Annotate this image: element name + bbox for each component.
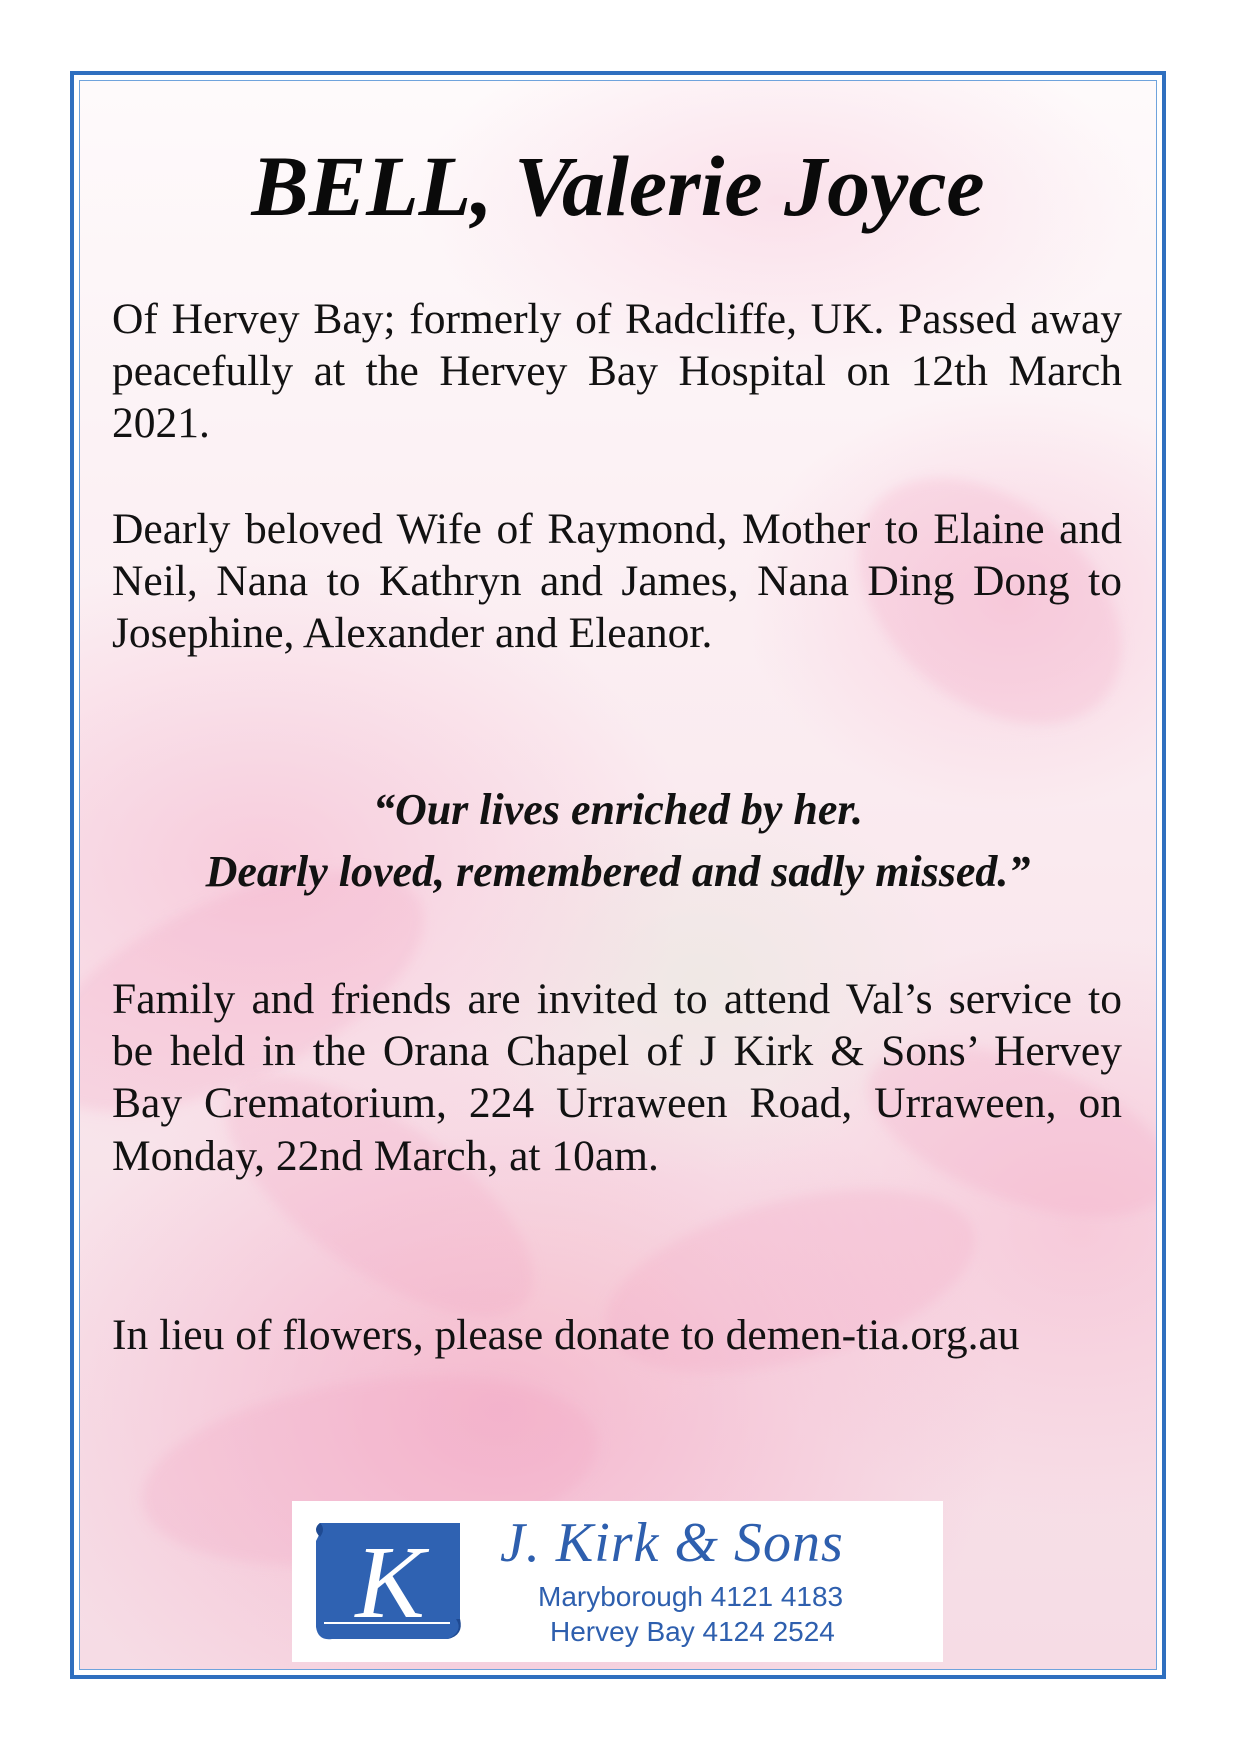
deceased-name-heading: BELL, Valerie Joyce [251, 138, 985, 234]
family-paragraph: Dearly beloved Wife of Raymond, Mother to Elaine and Neil, Nana to Kathryn and James, Nana Ding Dong to Josephine, Alexander and Eleanor. [112, 505, 1122, 658]
flower-background [79, 80, 1157, 1670]
svg-text:K: K [355, 1525, 425, 1640]
quote-line-1: “Our lives enriched by her. [372, 785, 864, 834]
petal-shape [586, 1155, 994, 1408]
company-name: J. Kirk & Sons [500, 1512, 844, 1574]
funeral-director-logo [292, 1501, 943, 1662]
kirk-emblem-icon [310, 1519, 466, 1645]
donation-paragraph: In lieu of flowers, please donate to demen-tia.org.au [112, 1311, 1020, 1359]
maryborough-phone: Maryborough 4121 4183 [538, 1581, 844, 1612]
memorial-quote [80, 779, 1156, 904]
quote-line-2: Dearly loved, remembered and sadly missed.” [205, 847, 1031, 897]
notice-frame [70, 71, 1166, 1679]
residence-paragraph: Of Hervey Bay; formerly of Radcliffe, UK. Passed away peacefully at the Hervey Bay Hospital on 12th March 2021. [112, 295, 1122, 448]
hervey-bay-phone: Hervey Bay 4124 2524 [550, 1616, 835, 1647]
service-paragraph: Family and friends are invited to attend Val’s service to be held in the Orana Chapel of J Kirk & Sons’ Hervey Bay Crematorium, 224 Urraween Road, Urraween, on Monday, 22nd March, at 10am. [112, 975, 1122, 1180]
